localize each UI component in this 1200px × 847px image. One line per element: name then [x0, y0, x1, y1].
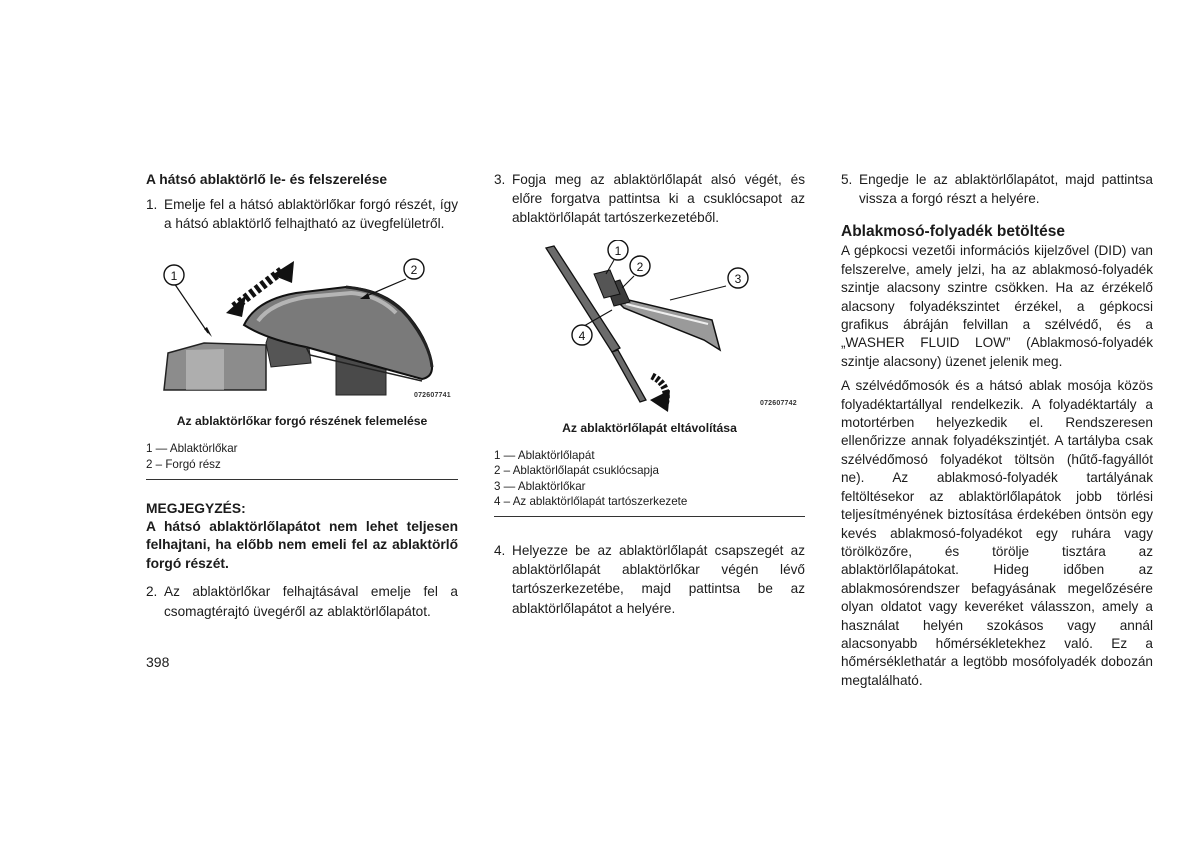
- legend-item-4: 4 – Az ablaktörlőlapát tartószerkezete: [494, 495, 688, 509]
- step-number: 4.: [494, 542, 506, 558]
- step-number: 1.: [146, 197, 158, 212]
- blade-removal-illustration: [494, 240, 805, 412]
- legend-item-3: 3 — Ablaktörlőkar: [494, 479, 586, 493]
- step-1: [146, 195, 458, 233]
- step-text: Fogja meg az ablaktörlőlapát alsó végét, és előre forgatva pattintsa ki a csuklócsapot az ablaktörlőlapát tartószerkezetéből.: [512, 172, 805, 226]
- step-text: Az ablaktörlőkar felhajtásával emelje fel a csomagtérajtó üvegéről az ablaktörlőlapátot.: [164, 584, 458, 619]
- figure-legend: [146, 441, 458, 479]
- step-number: 2.: [146, 584, 158, 600]
- legend-item-2: 2 – Forgó rész: [146, 458, 221, 471]
- step-number: 3.: [494, 172, 506, 187]
- legend-item-1: 1 — Ablaktörlőkar: [146, 442, 238, 456]
- step-4: [494, 541, 805, 618]
- figure-blade-removal: [494, 240, 805, 412]
- column-right: [841, 170, 1153, 690]
- note-title: MEGJEGYZÉS:: [146, 500, 246, 516]
- section-heading-washer-fluid: Ablakmosó-folyadék betöltése: [841, 223, 1065, 241]
- callout-2: 2: [410, 263, 418, 278]
- column-middle: [494, 170, 805, 618]
- page-number: 398: [146, 654, 170, 670]
- legend-item-1: 1 — Ablaktörlőlapát: [494, 448, 595, 462]
- callout-3: 3: [734, 271, 742, 286]
- figure-legend: [494, 448, 805, 517]
- callout-1: 1: [170, 269, 178, 284]
- step-text: Engedje le az ablaktörlőlapátot, majd pattintsa vissza a forgó részt a helyére.: [859, 172, 1153, 207]
- figure-code: 072607742: [760, 399, 797, 407]
- note-text: A hátsó ablaktörlőlapátot nem lehet teljesen felhajtani, ha előbb nem emeli fel az ablaktörlő forgó részét.: [146, 518, 458, 571]
- step-number: 5.: [841, 172, 853, 187]
- wiper-arm-pivot-illustration: [146, 255, 458, 407]
- callout-2: 2: [636, 259, 644, 274]
- step-3: [494, 170, 805, 228]
- step-text: Helyezze be az ablaktörlőlapát csapszegét az ablaktörlőlapát ablaktörlőkar végén lévő tartószerkezetébe, majd pattintsa be az ablaktörlőlapátot a helyére.: [512, 542, 805, 616]
- figure-caption: Az ablaktörlőkar forgó részének felemelése: [176, 414, 428, 429]
- washer-paragraph-1: A gépkocsi vezetői információs kijelzővel (DID) van felszerelve, amely jelzi, ha az ablakmosó-folyadék szintje alacsony szintre csökken. Ha az érzékelő alacsony folyadékszintet érzékel, a gépkocsi grafikus ábráján felvillan a szélvédő, és a „WASHER FLUID LOW” (Ablakmosó-folyadék szintje alacsony) üzenet jelenik meg.: [841, 243, 1153, 369]
- figure-caption: Az ablaktörlőlapát eltávolítása: [562, 420, 737, 435]
- step-2: [146, 582, 458, 620]
- section-heading-rear-wiper: A hátsó ablaktörlő le- és felszerelése: [146, 172, 388, 187]
- step-text: Emelje fel a hátsó ablaktörlőkar forgó részét, így a hátsó ablaktörlő felhajtható az üvegfelületről.: [164, 197, 458, 232]
- column-left: [146, 170, 458, 621]
- figure-code: 072607741: [414, 392, 451, 400]
- figure-wiper-arm-pivot: [146, 255, 458, 407]
- washer-paragraph-2: A szélvédőmosók és a hátsó ablak mosója közös folyadéktartállyal rendelkezik. A folyadéktartály a motortérben helyezkedik el. Rendszeresen ellenőrizze annak folyadékszintjét. A tartályba csak szélvédőmosó folyadékot töltsön (hűtő-fagyállót ne). Az ablakmosó-folyadék tartályának feltöltésekor az ablaktörlőlapátok jobb törlési teljesítményének biztosítása érdekében öntsön egy kevés ablakmosó-folyadékot egy ruhára vagy törölközőre, és törölje tisztára az ablaktörlőlapátokat. Hideg időben az ablakmosórendszer befagyásának megelőzésére olyan oldatot vagy keveréket válasszon, amely a használat helyén szokásos vagy annál alacsonyabb hőmérsékletekhez való. Ez a hőmérséklethatár a legtöbb mosófolyadék dobozán megtalálható.: [841, 378, 1153, 688]
- callout-1: 1: [614, 243, 622, 258]
- callout-4: 4: [578, 328, 586, 343]
- step-5: [841, 170, 1153, 208]
- legend-item-2: 2 – Ablaktörlőlapát csuklócsapja: [494, 464, 659, 478]
